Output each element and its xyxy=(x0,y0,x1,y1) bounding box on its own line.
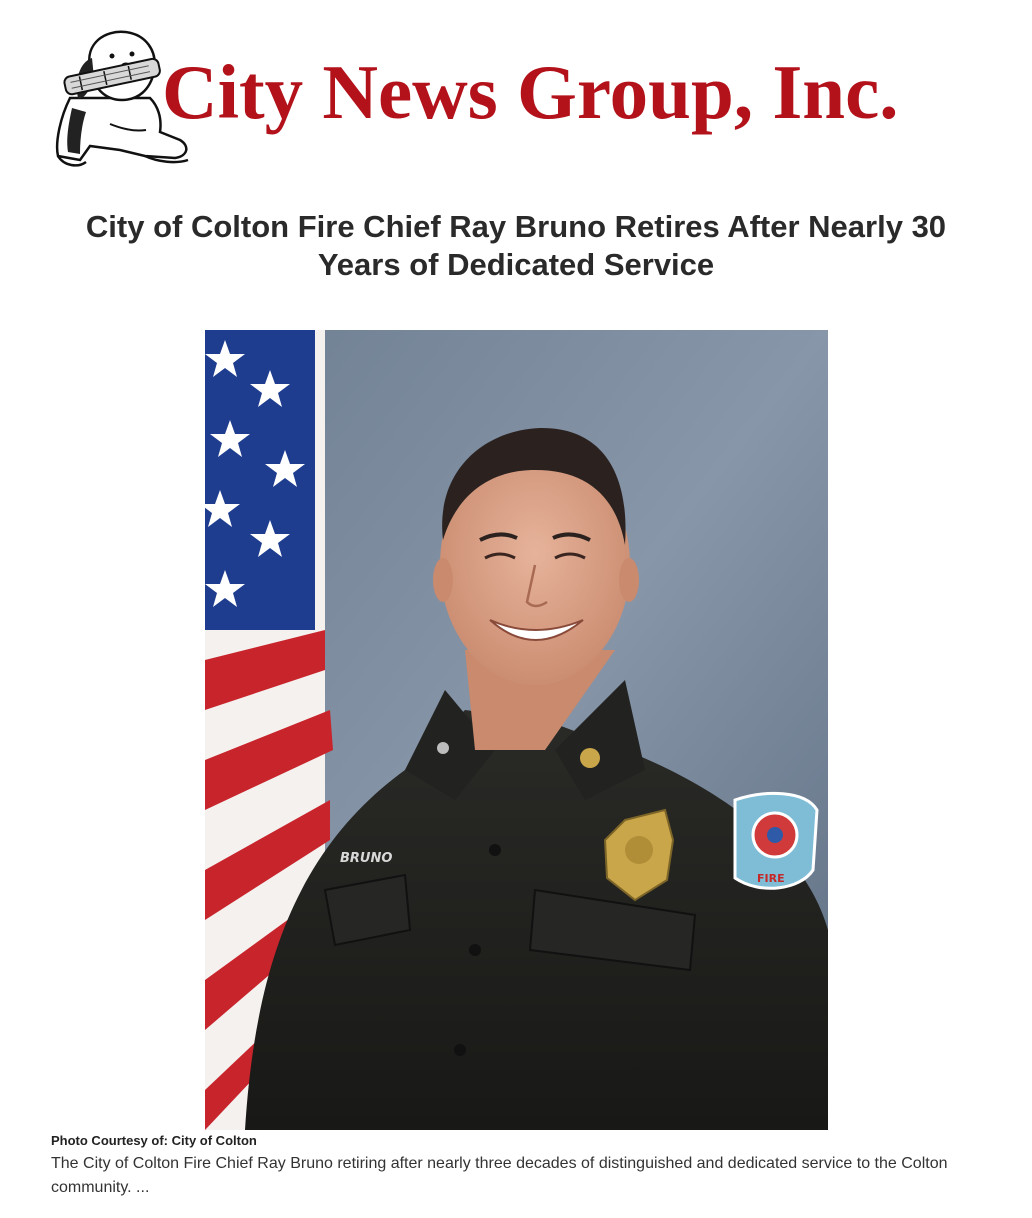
name-tag: BRUNO xyxy=(340,851,393,866)
photo-credit-label: Photo Courtesy of: xyxy=(51,1133,168,1148)
fire-department-patch xyxy=(735,793,817,888)
article-summary: The City of Colton Fire Chief Ray Bruno retiring after nearly three decades of distinguished and dedicated service to the Colton community. ... xyxy=(51,1155,948,1196)
fire-chief-portrait-image xyxy=(205,330,828,1130)
photo-credit xyxy=(51,1133,257,1149)
site-logo-text[interactable]: City News Group, Inc. xyxy=(162,49,899,135)
patch-text: FIRE xyxy=(757,872,785,885)
photo-credit-source: City of Colton xyxy=(171,1133,257,1148)
article-photo[interactable] xyxy=(205,330,828,1130)
article-headline[interactable]: City of Colton Fire Chief Ray Bruno Retires After Nearly 30 Years of Dedicated Service xyxy=(85,209,947,282)
masthead[interactable] xyxy=(50,28,980,178)
